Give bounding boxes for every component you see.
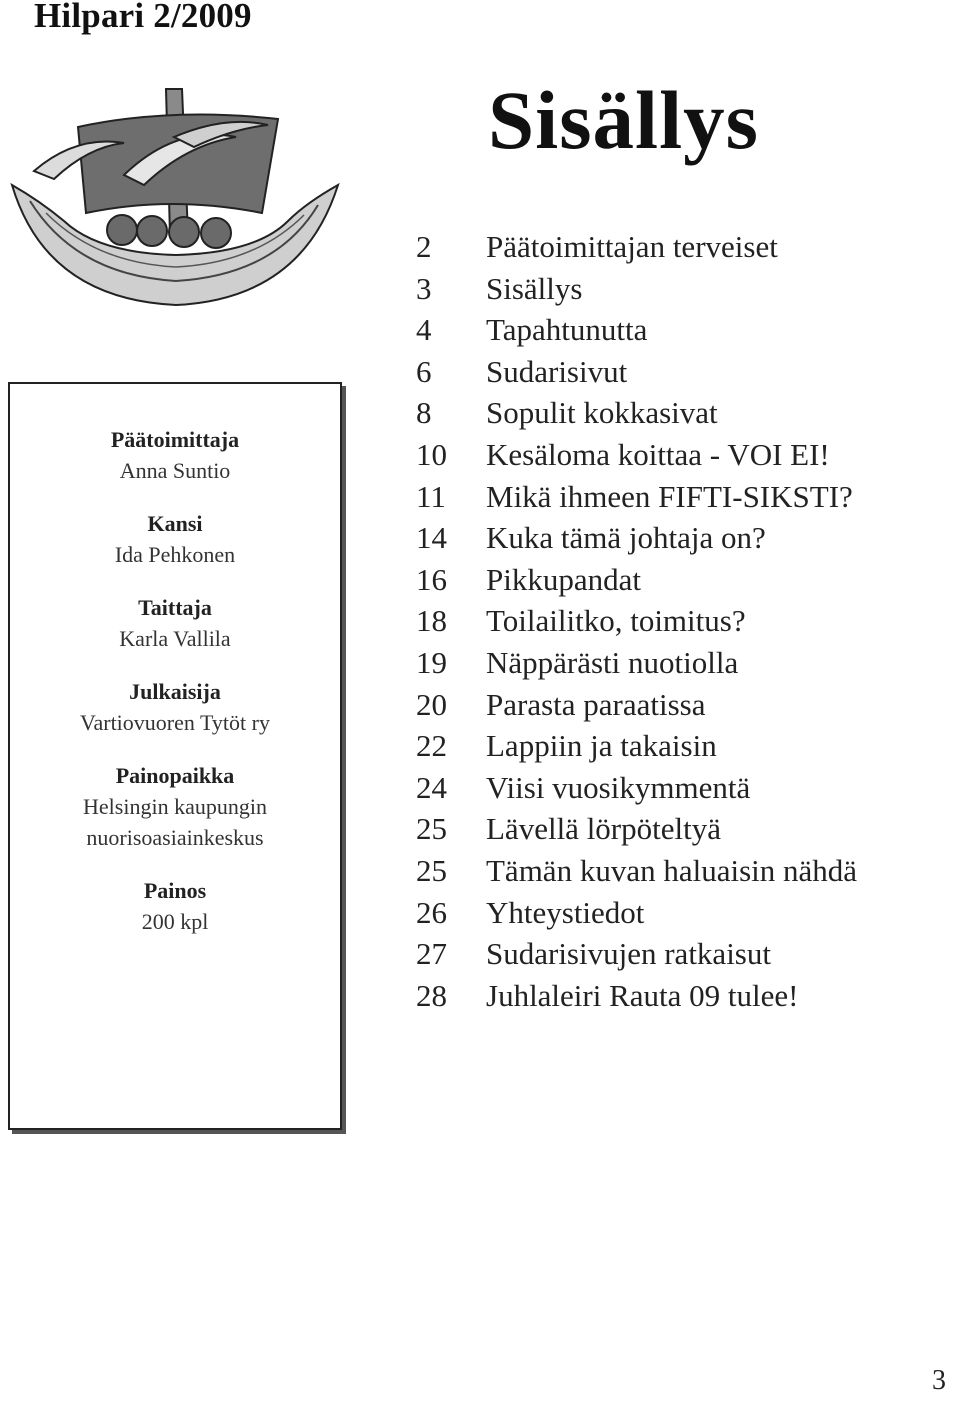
toc-page-number: 20 xyxy=(416,686,447,722)
toc-entry xyxy=(408,933,948,975)
credit-publisher xyxy=(10,676,340,738)
toc-entry-title: Sudarisivut xyxy=(486,353,628,389)
page-heading: Sisällys xyxy=(488,74,759,166)
credit-cover xyxy=(10,508,340,570)
toc-entry xyxy=(408,725,948,767)
toc-page-number: 14 xyxy=(416,520,447,556)
toc-entry-title: Mikä ihmeen FIFTI-SIKSTI? xyxy=(486,478,853,514)
table-of-contents xyxy=(408,226,948,1016)
credit-printer xyxy=(10,760,340,853)
toc-entry xyxy=(408,309,948,351)
toc-entry xyxy=(408,684,948,726)
credit-editor-in-chief xyxy=(10,424,340,486)
toc-entry xyxy=(408,600,948,642)
credit-name: Karla Vallila xyxy=(119,626,231,651)
toc-page-number: 26 xyxy=(416,894,447,930)
credit-role: Taittaja xyxy=(138,595,212,620)
credit-name: Helsingin kaupungin xyxy=(83,794,267,819)
toc-entry xyxy=(408,517,948,559)
toc-entry-title: Pikkupandat xyxy=(486,561,641,597)
toc-entry-title: Viisi vuosikymmentä xyxy=(486,769,751,805)
credits-box xyxy=(8,382,342,1130)
credits-list xyxy=(10,424,340,937)
toc-entry xyxy=(408,808,948,850)
toc-page-number: 3 xyxy=(416,270,432,306)
toc-page-number: 4 xyxy=(416,312,432,348)
credit-name: Anna Suntio xyxy=(119,458,231,483)
toc-entry-title: Näppärästi nuotiolla xyxy=(486,644,739,680)
toc-entry-title: Juhlaleiri Rauta 09 tulee! xyxy=(486,977,799,1013)
toc-page-number: 11 xyxy=(416,478,446,514)
toc-page-number: 25 xyxy=(416,852,447,888)
toc-entry-title: Kuka tämä johtaja on? xyxy=(486,520,766,556)
credit-name: Vartiovuoren Tytöt ry xyxy=(80,710,270,735)
toc-entry xyxy=(408,767,948,809)
toc-page-number: 2 xyxy=(416,229,432,264)
toc-page-number: 16 xyxy=(416,561,447,597)
toc-entry xyxy=(408,351,948,393)
toc-entry xyxy=(408,975,948,1017)
toc-page-number: 19 xyxy=(416,644,447,680)
toc-page-number: 27 xyxy=(416,936,447,972)
credit-role: Päätoimittaja xyxy=(110,427,240,452)
toc-page-number: 28 xyxy=(416,977,447,1013)
toc-entry xyxy=(408,642,948,684)
credit-role: Kansi xyxy=(147,511,203,536)
toc-entry-title: Parasta paraatissa xyxy=(486,686,706,722)
toc-page-number: 10 xyxy=(416,436,447,472)
toc-entry-title: Sisällys xyxy=(486,270,583,306)
toc-entry-title: Toilailitko, toimitus? xyxy=(486,603,746,639)
toc-page-number: 8 xyxy=(416,395,432,431)
credit-print-run xyxy=(10,875,340,937)
toc-entry-title: Lappiin ja takaisin xyxy=(486,728,717,764)
credit-layout xyxy=(10,592,340,654)
credit-name: Ida Pehkonen xyxy=(114,542,236,567)
toc-entry-title: Tapahtunutta xyxy=(486,312,648,348)
toc-entry-title: Kesäloma koittaa - VOI EI! xyxy=(486,436,830,472)
toc-page-number: 18 xyxy=(416,603,447,639)
page-number: 3 xyxy=(932,1365,946,1396)
credit-name: nuorisoasiainkeskus xyxy=(86,825,264,850)
toc-entry xyxy=(408,392,948,434)
credit-role: Painopaikka xyxy=(115,763,235,788)
toc-entry xyxy=(408,850,948,892)
toc-entry-title: Yhteystiedot xyxy=(486,894,645,930)
toc-entry-title: Sudarisivujen ratkaisut xyxy=(486,936,771,972)
credit-role: Painos xyxy=(143,878,207,903)
toc-entry xyxy=(408,434,948,476)
toc-page-number: 25 xyxy=(416,811,447,847)
credit-role: Julkaisija xyxy=(129,679,221,704)
toc-entry-title: Tämän kuvan haluaisin nähdä xyxy=(486,852,858,888)
toc-entry xyxy=(408,892,948,934)
toc-page-number: 6 xyxy=(416,353,432,389)
toc-entry xyxy=(408,268,948,310)
magazine-title: Hilpari 2/2009 xyxy=(34,0,252,35)
toc-entry-title: Sopulit kokkasivat xyxy=(486,395,718,431)
toc-page-number: 24 xyxy=(416,769,447,805)
toc-entry xyxy=(408,226,948,268)
credit-name: 200 kpl xyxy=(141,909,209,934)
toc-page-number: 22 xyxy=(416,728,447,764)
toc-entry-title: Päätoimittajan terveiset xyxy=(486,229,778,264)
toc-entry-title: Lävellä lörpöteltyä xyxy=(486,811,721,847)
toc-entry xyxy=(408,559,948,601)
toc-entry xyxy=(408,476,948,518)
viking-ship-icon xyxy=(6,85,346,310)
